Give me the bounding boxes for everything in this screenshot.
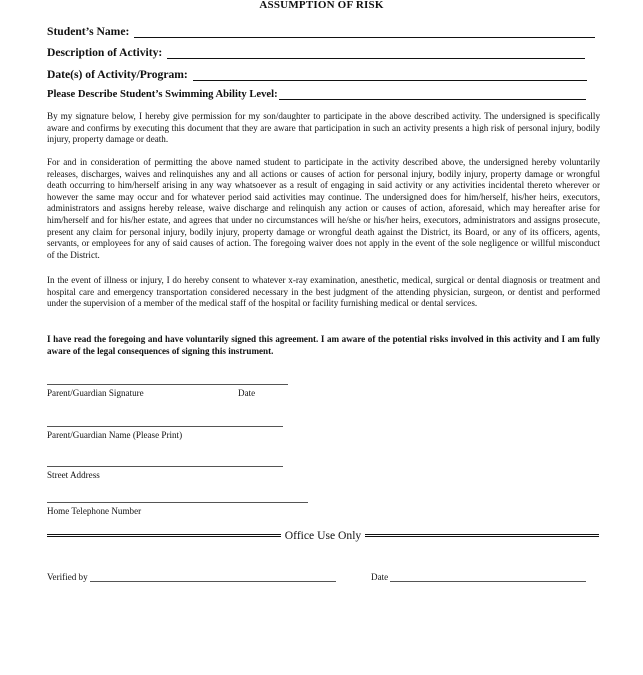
guardian-name-line[interactable] <box>47 426 283 427</box>
office-use-divider <box>47 529 599 542</box>
release-paragraph: For and in consideration of permitting the above named student to participate in the activity described above, the undersigned hereby voluntarily releases, discharges, waives and relinquishes any and all actions or causes of action for personal injury, bodily injury, property damage or wrongful death occurring to him/herself arising in any way whatsoever as a result of engaging in said activity or any activities incidental thereto wherever or however the same may occur and for whatever period said activities may continue. The undersigned does for him/herself, his/her heirs, executors, administrators and assigns hereby release, waive discharge and relinquish any action or causes of action, aforesaid, which may hereafter arise for him/herself and for his/her estate, and agrees that under no circumstances will he/she or his/her heirs, executors, administrators and assigns prosecute, present any claim for personal injury, bodily injury, property damage or wrongful death against the District, its Board, or any of its officers, agents, servants, or employees for any of said causes of action. The foregoing waiver does not apply in the event of the sole negligence or willful misconduct of the District. <box>47 157 600 260</box>
activity-dates-line[interactable] <box>193 70 587 81</box>
activity-dates-label: Date(s) of Activity/Program: <box>47 68 188 81</box>
swimming-ability-line[interactable] <box>279 89 586 100</box>
home-phone-line[interactable] <box>47 502 308 503</box>
guardian-signature-line[interactable] <box>47 384 288 385</box>
document-title: ASSUMPTION OF RISK <box>259 0 384 11</box>
activity-dates-field[interactable] <box>47 68 587 81</box>
office-right-rule <box>365 534 599 537</box>
office-use-label: Office Use Only <box>284 529 362 542</box>
student-name-label: Student’s Name: <box>47 25 130 38</box>
medical-consent-paragraph: In the event of illness or injury, I do hereby consent to whatever x-ray examination, anesthetic, medical, surgical or dental diagnosis or treatment and hospital care and emergency transportation considered necessary in the best judgment of the attending physician, surgeon, or dentist and performed under the supervision of a member of the medical staff of the hospital or facility furnishing medical or dental services. <box>47 275 600 309</box>
activity-description-line[interactable] <box>167 48 585 59</box>
guardian-name-label: Parent/Guardian Name (Please Print) <box>47 430 183 440</box>
signature-date-label: Date <box>238 388 256 398</box>
activity-description-field[interactable] <box>47 46 585 59</box>
verified-by-field[interactable] <box>47 572 336 582</box>
office-date-label: Date <box>371 572 389 582</box>
acknowledgement-paragraph: I have read the foregoing and have voluntarily signed this agreement. I am aware of the potential risks involved in this activity and I am fully aware of the legal consequences of signing this instrument. <box>47 334 600 356</box>
swimming-ability-field[interactable] <box>47 89 586 100</box>
street-address-label: Street Address <box>47 470 100 480</box>
guardian-signature-label: Parent/Guardian Signature <box>47 388 144 398</box>
office-left-rule <box>47 534 281 537</box>
student-name-field[interactable] <box>47 25 595 38</box>
office-date-line[interactable] <box>390 572 586 582</box>
home-phone-label: Home Telephone Number <box>47 506 142 516</box>
activity-description-label: Description of Activity: <box>47 46 163 59</box>
permission-paragraph: By my signature below, I hereby give permission for my son/daughter to participate in the above described activity. The undersigned is specifically aware and confirms by executing this document that they are aware that participation in such an activity presents a high risk of personal injury, bodily injury, property damage or death. <box>47 111 600 145</box>
verified-by-label: Verified by <box>47 572 88 582</box>
office-date-field[interactable] <box>371 572 586 582</box>
student-name-line[interactable] <box>134 27 595 38</box>
swimming-ability-label: Please Describe Student’s Swimming Ability Level: <box>47 89 278 100</box>
street-address-line[interactable] <box>47 466 283 467</box>
verified-by-line[interactable] <box>90 572 336 582</box>
